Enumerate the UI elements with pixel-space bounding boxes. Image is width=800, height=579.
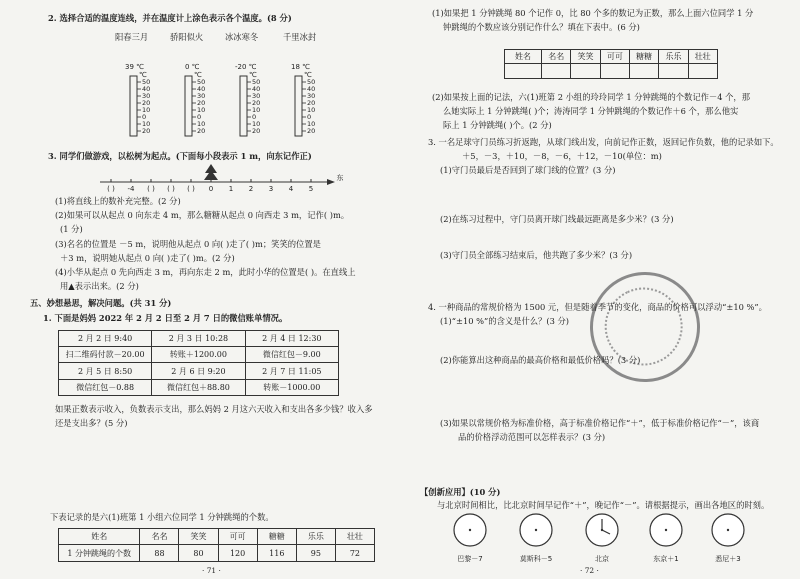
scale-tick: 40 xyxy=(197,85,206,93)
phrase-4: 千里冰封 xyxy=(283,32,317,42)
scale-tick: 30 xyxy=(307,92,316,100)
bill-cell: 2 月 4 日 12:30 xyxy=(245,331,338,347)
scale-tick: 50 xyxy=(197,78,206,86)
temp-label-2: 0 ℃ xyxy=(185,63,200,71)
value-cell: 95 xyxy=(296,545,335,562)
phrase-1: 阳春三月 xyxy=(115,32,149,42)
tree-icon xyxy=(204,164,218,180)
clock-label: 莫斯科－5 xyxy=(519,555,553,563)
bill-cell: 2 月 6 日 9:20 xyxy=(152,363,245,380)
q4-2: (2)你能算出这种商品的最高价格和最低价格吗？(3 分) xyxy=(440,355,641,365)
top-line-1: (1)如果把 1 分钟跳绳 80 个记作 0，比 80 个多的数记为正数，那么上面六位同学 1 分 xyxy=(432,8,754,18)
axis-label: ( ) xyxy=(147,185,155,193)
answer-cell[interactable] xyxy=(600,64,629,79)
phrase-3: 冰冰寒冬 xyxy=(225,32,259,42)
top-line-4: 么她实际上 1 分钟跳绳( )个；涛涛同学 1 分钟跳绳的个数记作＋6 个，那么他实 xyxy=(443,106,739,116)
header-cell: 乐乐 xyxy=(296,529,335,545)
header-cell: 名名 xyxy=(542,50,571,64)
q3-right-1: (1)守门员最后是否回到了球门线的位置？(3 分) xyxy=(440,165,616,175)
header-cell: 糖糖 xyxy=(257,529,296,545)
value-cell: 80 xyxy=(179,545,218,562)
scale-tick: 20 xyxy=(142,99,151,107)
axis-label: -4 xyxy=(127,185,135,193)
unit-4: ℃ xyxy=(304,71,312,79)
axis-label: 4 xyxy=(288,185,294,193)
scale-tick: 10 xyxy=(252,120,261,128)
header-cell: 壮壮 xyxy=(335,529,374,545)
clock-label: 东京＋1 xyxy=(653,555,679,563)
scale-tick: 50 xyxy=(307,78,316,86)
q3-line-6: (4)小华从起点 0 先向西走 3 m，再向东走 2 m，此时小华的位置是( )。在直线上 xyxy=(55,267,356,277)
clock-label: 巴黎－7 xyxy=(457,555,483,563)
scale-tick: 0 xyxy=(197,113,202,121)
scale-tick: 0 xyxy=(142,113,147,121)
scale-tick: 10 xyxy=(142,120,151,128)
clock-label: 北京 xyxy=(595,555,609,563)
jump-rope-table xyxy=(58,528,375,562)
scale-tick: 10 xyxy=(142,106,151,114)
q3-right-3: (3)守门员全部练习结束后，他共跑了多少米？(3 分) xyxy=(440,250,633,260)
q1-title: 1. 下面是妈妈 2022 年 2 月 2 日至 2 月 7 日的微信账单情况。 xyxy=(43,313,288,323)
bill-cell: 转账－1000.00 xyxy=(245,380,338,396)
number-line xyxy=(95,160,345,194)
bill-cell: 微信红包＋88.80 xyxy=(152,380,245,396)
scale-tick: 10 xyxy=(307,106,316,114)
scale-tick: 10 xyxy=(252,106,261,114)
header-cell: 笑笑 xyxy=(179,529,218,545)
thermometers xyxy=(115,62,335,142)
scale-tick: 50 xyxy=(252,78,261,86)
section-5-title: 五、妙想悬思，解决问题。(共 31 分) xyxy=(30,298,172,308)
bill-cell: 2 月 3 日 10:28 xyxy=(152,331,245,347)
bill-cell: 2 月 2 日 9:40 xyxy=(59,331,152,347)
bill-cell: 2 月 7 日 11:05 xyxy=(245,363,338,380)
wechat-bill-table xyxy=(58,330,339,396)
scale-tick: 40 xyxy=(252,85,261,93)
q3-right-2: (2)在练习过程中，守门员离开球门线最远距离是多少米？(3 分) xyxy=(440,214,674,224)
axis-label: ( ) xyxy=(187,185,195,193)
q3-line-4: (3)名名的位置是 －5 m，说明他从起点 0 向( )走了( )m；笑笑的位置是 xyxy=(55,239,321,249)
scale-tick: 20 xyxy=(197,127,206,135)
q3-line-1: (1)将直线上的数补充完整。(2 分) xyxy=(55,196,181,206)
bill-cell: 2 月 5 日 8:50 xyxy=(59,363,152,380)
recorded-as-table xyxy=(504,49,718,79)
axis-label: 0 xyxy=(208,185,214,193)
answer-cell[interactable] xyxy=(571,64,600,79)
q3-line-7: 用▲表示出来。(2 分) xyxy=(60,281,139,291)
header-cell: 乐乐 xyxy=(659,50,688,64)
scale-tick: 20 xyxy=(197,99,206,107)
q1-question-2: 还是支出多？(5 分) xyxy=(55,418,128,428)
answer-cell[interactable] xyxy=(630,64,659,79)
axis-label: 5 xyxy=(308,185,314,193)
answer-cell[interactable] xyxy=(505,64,542,79)
scale-tick: 10 xyxy=(307,120,316,128)
axis-label: 3 xyxy=(268,185,274,193)
scale-tick: 20 xyxy=(252,99,261,107)
unit-1: ℃ xyxy=(139,71,147,79)
q3-right-title: 3. 一名足球守门员练习折返跑，从球门线出发，向前记作正数，返回记作负数，他的记录如下。 xyxy=(428,137,779,147)
q3-line-3: (1 分) xyxy=(60,224,83,234)
clock-label: 悉尼＋3 xyxy=(715,555,741,563)
value-cell: 116 xyxy=(257,545,296,562)
axis-label: 1 xyxy=(228,185,234,193)
axis-label: ( ) xyxy=(167,185,175,193)
value-cell: 120 xyxy=(218,545,257,562)
q4-3b: 品的价格浮动范围可以怎样表示？(3 分) xyxy=(458,432,606,442)
bill-cell: 转账＋1200.00 xyxy=(152,347,245,363)
bill-cell: 扫二维码付款－20.00 xyxy=(59,347,152,363)
answer-cell[interactable] xyxy=(542,64,571,79)
axis-label: 2 xyxy=(248,185,254,193)
header-cell: 姓名 xyxy=(505,50,542,64)
q2-title: 2. 选择合适的温度连线，并在温度计上涂色表示各个温度。(8 分) xyxy=(48,13,292,23)
bill-cell: 微信红包－0.88 xyxy=(59,380,152,396)
bill-cell: 微信红包－9.00 xyxy=(245,347,338,363)
axis-label: ( ) xyxy=(107,185,115,193)
innovation-title: 【创新应用】(10 分) xyxy=(420,487,501,497)
value-cell: 72 xyxy=(335,545,374,562)
scale-tick: 30 xyxy=(252,92,261,100)
innovation-text: 与北京时间相比，比北京时间早记作“＋”，晚记作“－”。请根据提示，画出各地区的时刻。 xyxy=(437,500,770,510)
q1-question-1: 如果正数表示收入，负数表示支出，那么妈妈 2 月这六天收入和支出各多少钱？收入多 xyxy=(55,404,373,414)
thermometer-1 xyxy=(130,76,137,136)
q4-3a: (3)如果以常规价格为标准价格，高于标准价格记作“＋”，低于标准价格记作“－”，该商 xyxy=(440,418,760,428)
right-page-number: · 72 · xyxy=(580,566,599,575)
scale-tick: 20 xyxy=(252,127,261,135)
unit-3: ℃ xyxy=(249,71,257,79)
q4-1: (1)“±10 %”的含义是什么？(3 分) xyxy=(440,316,570,326)
scale-tick: 20 xyxy=(307,99,316,107)
scale-tick: 0 xyxy=(252,113,257,121)
temp-label-4: 18 ℃ xyxy=(291,63,310,71)
temp-label-3: -20 ℃ xyxy=(235,63,257,71)
value-cell: 88 xyxy=(140,545,179,562)
scale-tick: 20 xyxy=(142,127,151,135)
value-cell: 1 分钟跳绳的个数 xyxy=(59,545,140,562)
left-page-number: · 71 · xyxy=(202,566,221,575)
thermometer-4 xyxy=(295,76,302,136)
scale-tick: 20 xyxy=(307,127,316,135)
clocks xyxy=(440,512,780,567)
q3-line-5: ＋3 m，说明她从起点 0 向( )走了( )m。(2 分) xyxy=(60,253,235,263)
scale-tick: 40 xyxy=(142,85,151,93)
watermark-stamp xyxy=(572,254,718,400)
q4-title: 4. 一种商品的常规价格为 1500 元，但是随着季节的变化，商品的价格可以浮动“±10 %”。 xyxy=(428,302,767,312)
scale-tick: 10 xyxy=(197,106,206,114)
scale-tick: 10 xyxy=(197,120,206,128)
q2b-title: 下表记录的是六(1)班第 1 小组六位同学 1 分钟跳绳的个数。 xyxy=(50,512,274,522)
header-cell: 笑笑 xyxy=(571,50,600,64)
unit-2: ℃ xyxy=(194,71,202,79)
top-line-5: 际上 1 分钟跳绳( )个。(2 分) xyxy=(443,120,552,130)
header-cell: 糖糖 xyxy=(630,50,659,64)
scale-tick: 30 xyxy=(197,92,206,100)
q3-right-record: ＋5，－3，＋10，－8，－6，＋12，－10(单位：m) xyxy=(462,151,662,161)
q3-title: 3. 同学们做游戏，以松树为起点。(下面每小段表示 1 m，向东记作正) xyxy=(48,151,312,161)
scale-tick: 50 xyxy=(142,78,151,86)
thermometer-3 xyxy=(240,76,247,136)
east-label: 东 xyxy=(336,174,344,182)
header-cell: 壮壮 xyxy=(688,50,717,64)
scale-tick: 30 xyxy=(142,92,151,100)
answer-cell[interactable] xyxy=(659,64,688,79)
phrase-2: 骄阳似火 xyxy=(170,32,204,42)
scale-tick: 40 xyxy=(307,85,316,93)
header-cell: 可可 xyxy=(218,529,257,545)
scale-tick: 0 xyxy=(307,113,312,121)
header-cell: 名名 xyxy=(140,529,179,545)
top-line-2: 钟跳绳的个数应该分别记作什么？填在下表中。(6 分) xyxy=(443,22,640,32)
header-cell: 可可 xyxy=(600,50,629,64)
q3-line-2: (2)如果可以从起点 0 向东走 4 m，那么糖糖从起点 0 向西走 3 m，记作( )m。 xyxy=(55,210,350,220)
header-cell: 姓名 xyxy=(59,529,140,545)
top-line-3: (2)如果按上面的记法，六(1)班第 2 小组的玲玲同学 1 分钟跳绳的个数记作－4 个，那 xyxy=(432,92,751,102)
thermometer-2 xyxy=(185,76,192,136)
temp-label-1: 39 ℃ xyxy=(125,63,144,71)
answer-cell[interactable] xyxy=(688,64,717,79)
